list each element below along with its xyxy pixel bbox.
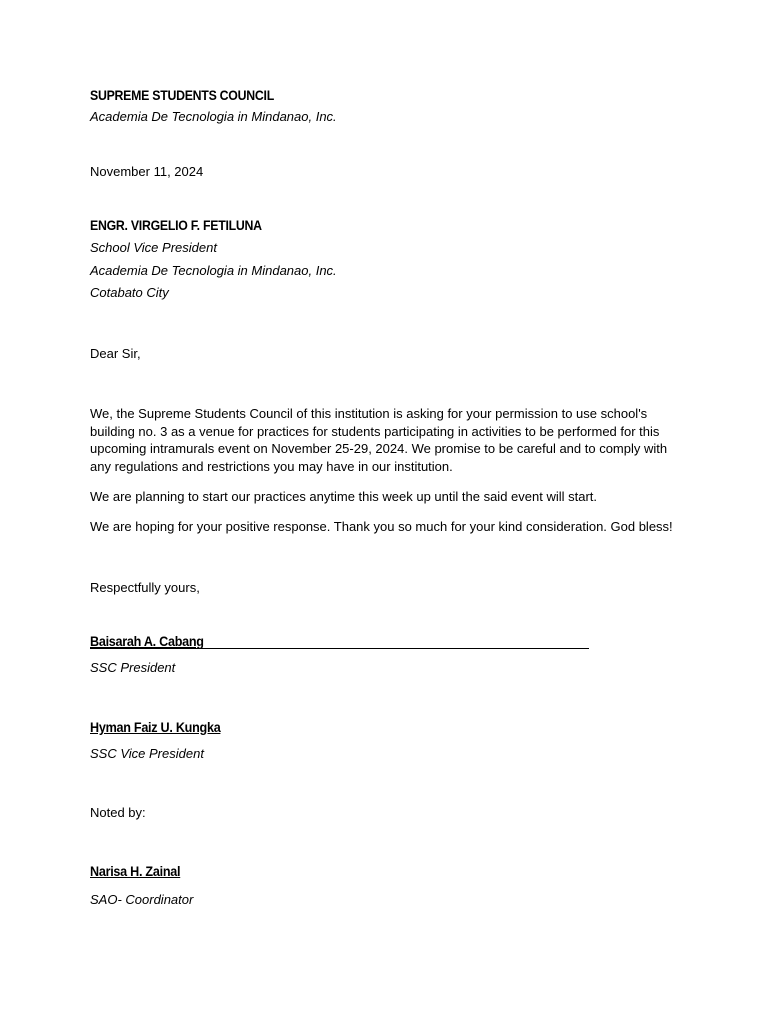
signatory-title: SSC President — [90, 660, 176, 675]
recipient-position: School Vice President — [90, 240, 217, 255]
signatory-name: Hyman Faiz U. Kungka — [90, 719, 221, 735]
council-name: SUPREME STUDENTS COUNCIL — [90, 87, 274, 103]
signatory-name: Baisarah A. Cabang — [90, 633, 204, 649]
signatory-title: SSC Vice President — [90, 746, 204, 761]
noted-by-title: SAO- Coordinator — [90, 892, 194, 907]
recipient-school: Academia De Tecnologia in Mindanao, Inc. — [90, 263, 337, 278]
salutation: Dear Sir, — [90, 346, 141, 361]
body-paragraph-1: We, the Supreme Students Council of this institution is asking for your permission to use school's building no. 3 as a venue for practices for students participating in activities to be performed for this upcoming intramurals event on November 25-29, 2024. We promise to be careful and to comply with any regulations and restrictions you may have in our institution. — [90, 406, 668, 474]
recipient-city: Cotabato City — [90, 285, 169, 300]
body-paragraph-3: We are hoping for your positive response. Thank you so much for your kind consideration. God bless! — [90, 519, 673, 534]
school-name: Academia De Tecnologia in Mindanao, Inc. — [90, 109, 337, 124]
recipient-name: ENGR. VIRGELIO F. FETILUNA — [90, 217, 262, 233]
noted-by-name: Narisa H. Zainal — [90, 863, 181, 879]
noted-by-label: Noted by: — [90, 805, 146, 820]
letter-date: November 11, 2024 — [90, 164, 204, 179]
closing: Respectfully yours, — [90, 580, 200, 595]
signature-line — [90, 648, 589, 649]
body-paragraph-2: We are planning to start our practices anytime this week up until the said event will start. — [90, 489, 598, 504]
